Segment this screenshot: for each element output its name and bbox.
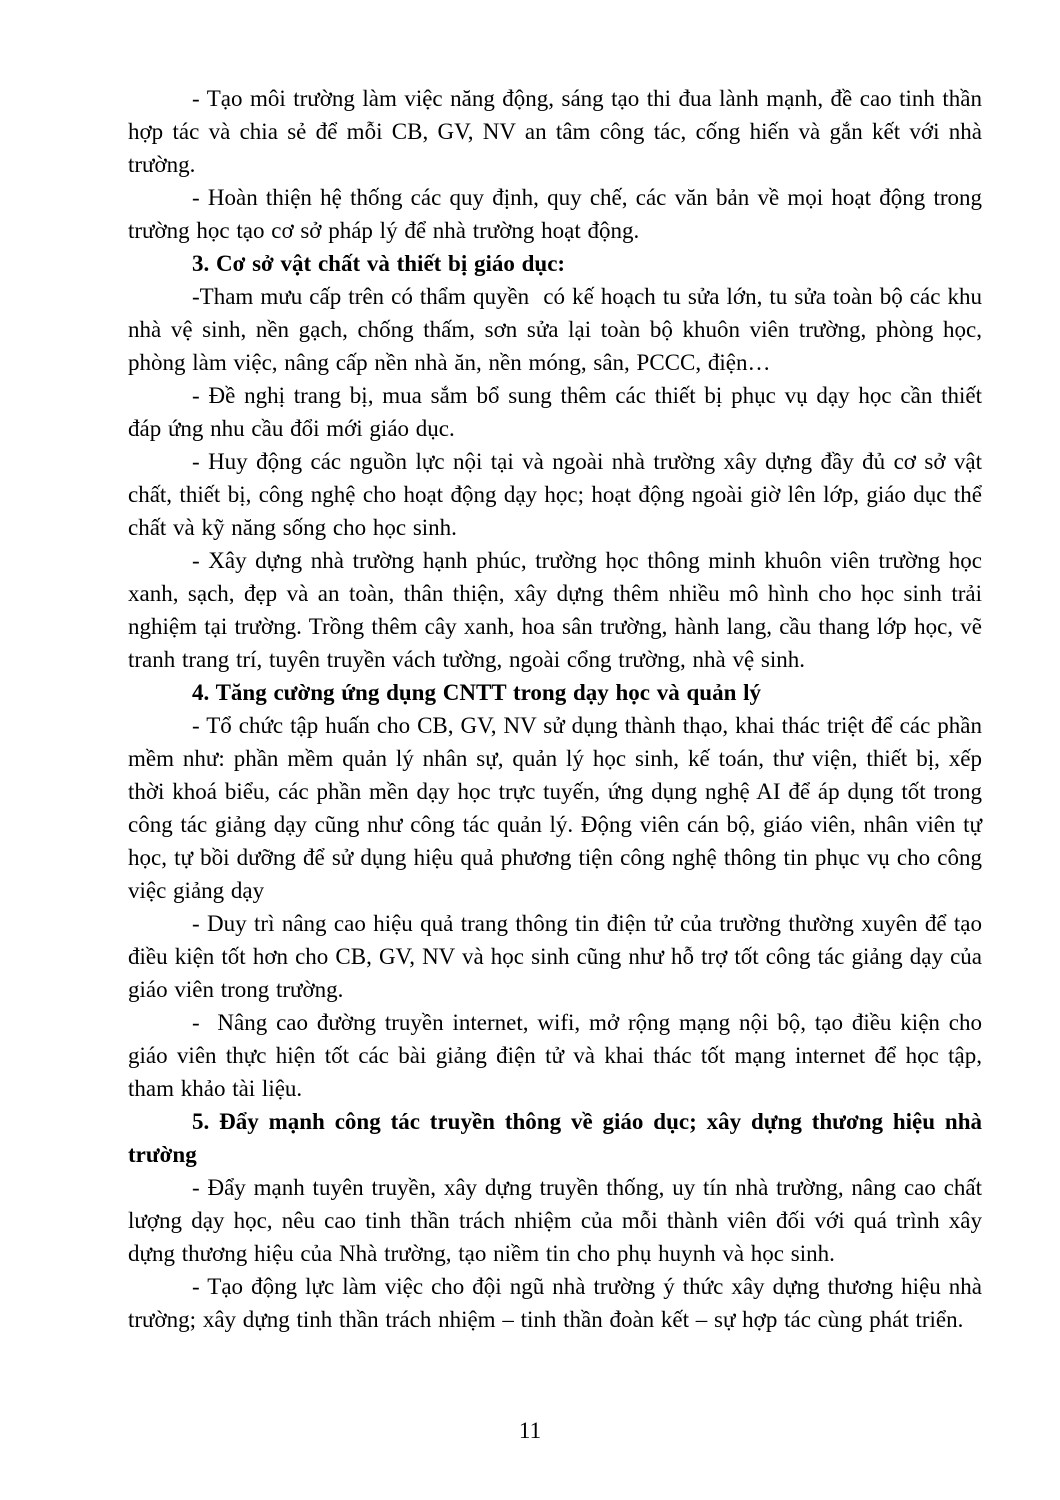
paragraph-school-website: - Duy trì nâng cao hiệu quả trang thông tin điện tử của trường thường xuyên để tạo điều kiện tốt hơn cho CB, GV, NV và học sinh cũng như hỗ trợ tốt công tác giảng dạy của giáo viên trong trường. [128, 911, 982, 1002]
paragraph-software-training: - Tổ chức tập huấn cho CB, GV, NV sử dụng thành thạo, khai thác triệt để các phần mềm như: phần mềm quản lý nhân sự, quản lý học sinh, kế toán, thư viện, thiết bị, xếp thời khoá biểu, các phần mền dạy học trực tuyến, ứng dụng nghệ AI để áp dụng tốt trong công tác giảng dạy cũng như công tác quản lý. Động viên cán bộ, giáo viên, nhân viên tự học, tự bồi dưỡng để sử dụng hiệu quả phương tiện công nghệ thông tin phục vụ cho công việc giảng dạy [128, 713, 982, 903]
paragraph-happy-school: - Xây dựng nhà trường hạnh phúc, trường học thông minh khuôn viên trường học xanh, sạch, đẹp và an toàn, thân thiện, xây dựng thêm nhiều mô hình cho học sinh trải nghiệm tại trường. Trồng thêm cây xanh, hoa sân trường, hành lang, cầu thang lớp học, vẽ tranh trang trí, tuyên truyền vách tường, ngoài cổng trường, nhà vệ sinh. [128, 548, 982, 672]
paragraph-brand-promotion: - Đẩy mạnh tuyên truyền, xây dựng truyền thống, uy tín nhà trường, nâng cao chất lượng dạy học, nêu cao tinh thần trách nhiệm của mỗi thành viên đối với quá trình xây dựng thương hiệu của Nhà trường, tạo niềm tin cho phụ huynh và học sinh. [128, 1175, 982, 1266]
paragraph-work-motivation: - Tạo động lực làm việc cho đội ngũ nhà trường ý thức xây dựng thương hiệu nhà trường; xây dựng tinh thần trách nhiệm – tinh thần đoàn kết – sự hợp tác cùng phát triển. [128, 1274, 982, 1332]
paragraph-equipment-purchase: - Đề nghị trang bị, mua sắm bổ sung thêm các thiết bị phục vụ dạy học cần thiết đáp ứng nhu cầu đổi mới giáo dục. [128, 383, 982, 441]
section-heading-4-it: 4. Tăng cường ứng dụng CNTT trong dạy học và quản lý [192, 680, 762, 705]
section-heading-5-branding: 5. Đẩy mạnh công tác truyền thông về giáo dục; xây dựng thương hiệu nhà trường [128, 1109, 982, 1167]
paragraph-resource-mobilization: - Huy động các nguồn lực nội tại và ngoài nhà trường xây dựng đầy đủ cơ sở vật chất, thiết bị, công nghệ cho hoạt động dạy học; hoạt động ngoài giờ lên lớp, giáo dục thể chất và kỹ năng sống cho học sinh. [128, 449, 982, 540]
section-heading-3-facilities: 3. Cơ sở vật chất và thiết bị giáo dục: [192, 251, 566, 276]
paragraph-repair-proposal: -Tham mưu cấp trên có thẩm quyền có kế hoạch tu sửa lớn, tu sửa toàn bộ các khu nhà vệ sinh, nền gạch, chống thấm, sơn sửa lại toàn bộ khuôn viên trường, phòng học, phòng làm việc, nâng cấp nền nhà ăn, nền móng, sân, PCCC, điện… [128, 284, 982, 375]
page-number: 11 [518, 1418, 542, 1443]
paragraph-internet-upgrade: - Nâng cao đường truyền internet, wifi, mở rộng mạng nội bộ, tạo điều kiện cho giáo viên thực hiện tốt các bài giảng điện tử và khai thác tốt mạng internet để học tập, tham khảo tài liệu. [128, 1010, 982, 1101]
paragraph-regulations: - Hoàn thiện hệ thống các quy định, quy chế, các văn bản về mọi hoạt động trong trường học tạo cơ sở pháp lý để nhà trường hoạt động. [128, 185, 982, 243]
paragraph-work-environment: - Tạo môi trường làm việc năng động, sáng tạo thi đua lành mạnh, đề cao tinh thần hợp tác và chia sẻ để mỗi CB, GV, NV an tâm công tác, cống hiến và gắn kết với nhà trường. [128, 86, 982, 177]
